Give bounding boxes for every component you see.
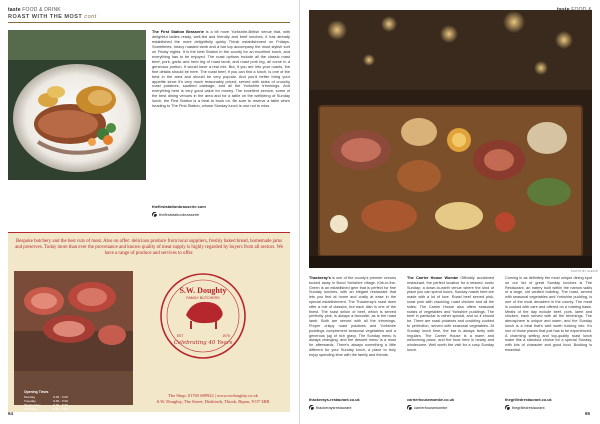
sharing-board-photo: [309, 10, 592, 268]
instagram-icon: [152, 212, 157, 217]
ad-phone-web[interactable]: The Shop: 01765 689922 | www.swdoughty.co.uk: [168, 393, 258, 398]
photo-credit: PHOTO BY ALEXIS: [571, 270, 598, 273]
page-number: 65: [585, 411, 591, 416]
article-column-1: Thackeray's is one of the county's premier venues tucked away in Bond Yorkshire village. Kirk-in-the-Green is an established gem that is perfect for fine Sunday lunches, with an elegant restaurant that lets you feel at home and cosily at ease in the special establishment. The Thackeray's roast does offer a mix of classics, but each dish is one of the finest. The roast sirloin of beef, which is served perfectly pink, is always a favourite, as is the roast lamb. Both are served with all the trimmings. Proper crispy roast potatoes and Yorkshire puddings complement seasonal vegetables and a generous jug of rich gravy. The Sunday menu is always changing, and the dessert menu is a must for afterwards. There's always something a little different for your Sunday lunch, a place to truly enjoy spending time with the family and friends.: [309, 276, 396, 357]
hours-row: Tuesday 8.30 - 5.00: [24, 398, 68, 403]
website-link[interactable]: thefirststationbrasserie.com: [152, 204, 206, 209]
svg-text:S.W. Doughty: S.W. Doughty: [179, 286, 227, 295]
svg-text:1976: 1976: [222, 334, 230, 338]
social-handle[interactable]: [309, 405, 351, 410]
headline-rule: [8, 22, 290, 23]
social-handle[interactable]: [152, 212, 199, 217]
social-handle-text: carrierhousewombe: [414, 405, 448, 410]
roast-dinner-photo: [8, 30, 146, 180]
article-text: The First Station Brasserie is a bit more Yorkshire-British venue that, with delightful ladies ready, well-fed and friendly and brief lunches, it has already established the more delightfully quirky Thirsk establishment on Fridays. Sometimes, heavy roasted lamb and a bar top accompany the most stylish sort on Friday nights. It is the best Station in the county for an excellent lunch, and everything has to be enjoyed. The roast options include all the classic roast beef, pork, garlic and herb leg of roast lamb, and roast pork leg, all come in a generous portion. It would have a real mix. But, if you are into your roasts, the fine details should be here. The roast beef, if you can find a lunch, is one of the best in the area and should be very popular. And you'd better bring your appetite since it's very much reasonably priced, served with sides of crunchy roast potatoes, sautéed cabbage, and all the Yorkshire trimmings. And everything here is very good value for money. The excellent service, some of the best dining venues in the area and for a table on the wellbeing of Sunday lunch, the First Station is a treat to book on. Be sure to reserve a table when heading to The First Station, whose Sunday lunch is one not to miss.: [152, 29, 290, 109]
svg-text:Celebrating 40 Years: Celebrating 40 Years: [173, 340, 233, 346]
opening-times-title: Opening Times: [24, 390, 49, 394]
website-link[interactable]: carrierhousewombe.co.uk: [407, 398, 455, 402]
opening-times: [24, 391, 68, 423]
hours-row: Sunday Closed: [24, 418, 68, 423]
social-handle[interactable]: [407, 405, 447, 410]
right-page: [301, 0, 600, 424]
hours-row: Friday 8.30 - 5.00: [24, 410, 68, 415]
instagram-icon: [407, 405, 412, 410]
hours-row: Monday 8.30 - 5.00: [24, 394, 68, 399]
svg-text:FAMILY BUTCHERS: FAMILY BUTCHERS: [186, 296, 220, 300]
website-link[interactable]: thegrilledrestaurant.co.uk: [505, 398, 552, 402]
social-handle-text: thegrilledrestaurant: [512, 405, 545, 410]
sw-doughty-logo: [158, 271, 248, 361]
hours-row: Wednesday 8.30 - 5.00: [24, 402, 68, 407]
article-column-3: Coming in as definitely the most unique dining spot on our list of great Sunday lunches is The Restaurant, an eatery built within the narrow walls of a large, old vaulted building. The roast, served with seasonal vegetables and Yorkshire pudding, is one of the most decadent in the county. The meat is cooked with care and offered on a rotating basis. Meats of the day include beef, pork, lamb and chicken, each served with all the trimmings. The atmosphere is unique and warm, and the Sunday lunch is a treat that's well worth tucking into. It's one of those places that just has to be experienced. A charming setting and top-quality roast lunch make this a standout choice for a special Sunday, with lots of character and good food. Booking is essential.: [505, 276, 592, 352]
website-link[interactable]: thackerays-restaurant.co.uk: [309, 398, 360, 402]
article-column-2: The Carrier House Wombe Officially acclaimed restaurant, the perfect location for a relaxed, rustic Sunday; a down-to-earth venue where the kind of place you can spend hours. Sunday roasts here are made with a lot of love. Roast beef served pink, roast pork with crackling, roast chicken and all the sides. The Carrier House also offers seasonal roasts of vegetables and Yorkshire puddings. The beef in particular is rather special, and so it should be. There are roast potatoes and crackling cooked to perfection, served with seasonal vegetables. At Sunday lunch time, the bar is always lively with regulars. The Carrier House is a warm and welcoming place, and the food here is hearty and wholesome. Well worth the visit for a cosy Sunday lunch.: [407, 276, 494, 352]
social-handle[interactable]: [505, 405, 545, 410]
ad-intro-text: Bespoke butchery and the best cuts of meat. Also on offer: delicious produce from local suppliers, freshly baked bread, homemade jams and preserves. Today more than ever the provenance and known quality of meat supply is highly regarded by buyers from all sectors. We have a range of produce and services to offer.: [15, 239, 283, 257]
hours-row: Saturday 8.30 - 4.00: [24, 414, 68, 419]
ad-contact: [140, 393, 286, 405]
page-number: 64: [8, 411, 14, 416]
svg-text:EST: EST: [176, 334, 184, 338]
hours-row: Thursday 8.30 - 5.00: [24, 406, 68, 411]
social-handle-text: thackeraysrestaurant: [316, 405, 352, 410]
section-label: taste FOOD & DRINK: [8, 7, 61, 13]
ad-address: S.W. Doughty, The Street, Dishforth, Thirsk, Ripon, YO7 3RB: [156, 399, 270, 404]
butcher-meat-photo: [14, 271, 133, 423]
instagram-icon: [505, 405, 510, 410]
instagram-icon: [309, 405, 314, 410]
headline: ROAST WITH THE MOST cont: [8, 14, 97, 20]
social-handle-text: thefirststationbrasserie: [159, 212, 200, 217]
